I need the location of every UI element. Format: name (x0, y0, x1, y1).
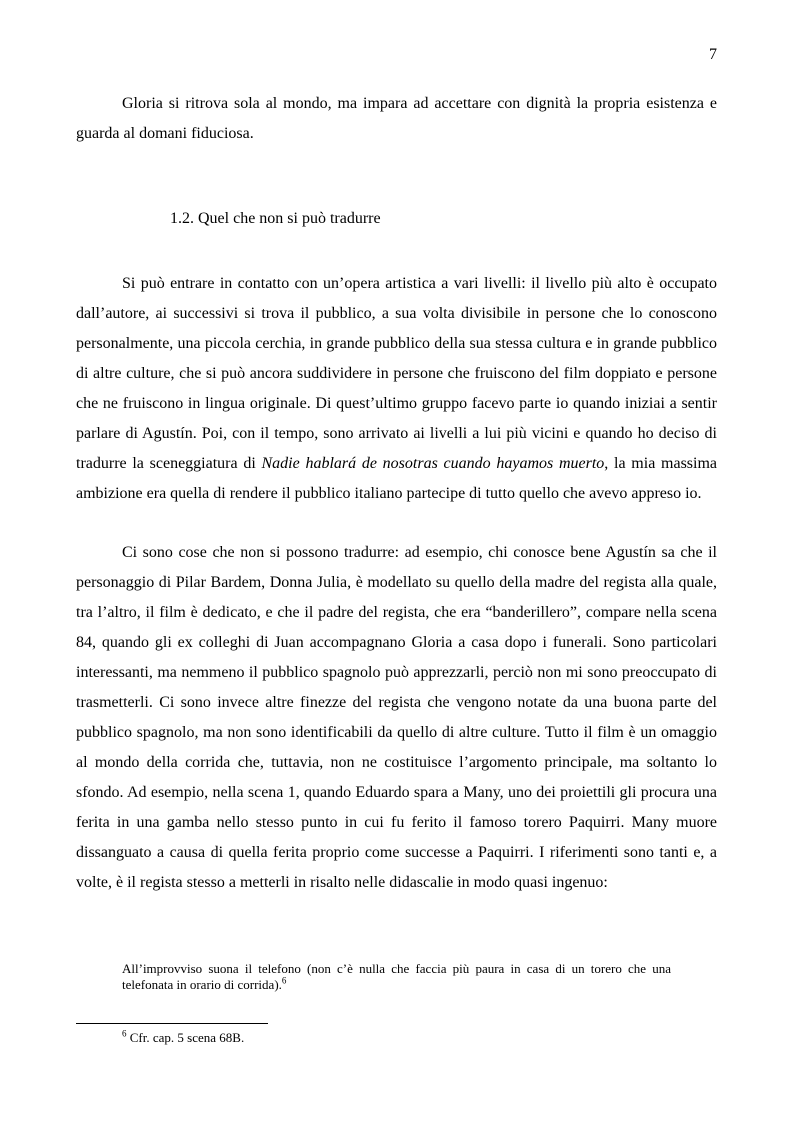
paragraph-gloria: Gloria si ritrova sola al mondo, ma impara ad accettare con dignità la propria esistenza e guarda al domani fiduciosa. (76, 95, 717, 142)
footnote-number: 6 (122, 1028, 127, 1039)
paragraph-levels-text-start: Si può entrare in contatto con un’opera artistica a vari livelli: il livello più alto è occupato dall’autore, ai successivi si trova il pubblico, a sua volta divisibile in persone che lo conoscono personalmente, una piccola cerchia, in grande pubblico della sua stessa cultura e in grande pubblico di altre culture, che si può ancora suddividere in persone che fruiscono del film doppiato e persone che ne fruiscono in lingua originale. Di quest’ultimo gruppo facevo parte io quando iniziai a sentir parlare di Agustín. Poi, con il tempo, sono arrivato ai livelli a lui più vicini e quando ho deciso di tradurre la sceneggiatura di (76, 275, 717, 472)
block-quote (122, 961, 671, 993)
footnote (122, 1030, 244, 1046)
paragraph-levels-text-end: , la mia massima ambizione era quella di rendere il pubblico italiano partecipe di tutto quello che avevo appreso io. (76, 455, 718, 502)
footnote-divider (76, 1023, 268, 1024)
footnote-text: Cfr. cap. 5 scena 68B. (126, 1030, 245, 1045)
film-title: Nadie hablará de nosotras cuando hayamos muerto (261, 455, 605, 472)
paragraph-untranslatable: Ci sono cose che non si possono tradurre: ad esempio, chi conosce bene Agustín sa che il personaggio di Pilar Bardem, Donna Julia, è modellato su quello della madre del regista alla quale, tra l’altro, il film è dedicato, e che il padre del regista, che era “banderillero”, compare nella scena 84, quando gli ex colleghi di Juan accompagnano Gloria a casa dopo i funerali. Sono particolari interessanti, ma nemmeno il pubblico spagnolo può apprezzarli, perciò non mi sono preoccupato di trasmetterli. Ci sono invece altre finezze del regista che vengono notate da una buona parte del pubblico spagnolo, ma non sono identificabili da quello di altre culture. Tutto il film è un omaggio al mondo della corrida che, tuttavia, non ne costituisce l’argomento principale, ma soltanto lo sfondo. Ad esempio, nella scena 1, quando Eduardo spara a Many, uno dei proiettili gli procura una ferita in una gamba nello stesso punto in cui fu ferito il famoso torero Paquirri. Many muore dissanguato a causa di quella ferita proprio come successe a Paquirri. I riferimenti sono tanti e, a volte, è il regista stesso a metterli in risalto nelle didascalie in modo quasi ingenuo: (76, 544, 717, 891)
footnote-reference[interactable]: 6 (281, 975, 287, 986)
page-number: 7 (709, 46, 717, 63)
quote-text: All’improvviso suona il telefono (non c’è nulla che faccia più paura in casa di un torero che una telefonata in orario di corrida). (122, 961, 671, 992)
section-heading: 1.2. Quel che non si può tradurre (170, 210, 381, 227)
paragraph-levels (76, 269, 717, 509)
